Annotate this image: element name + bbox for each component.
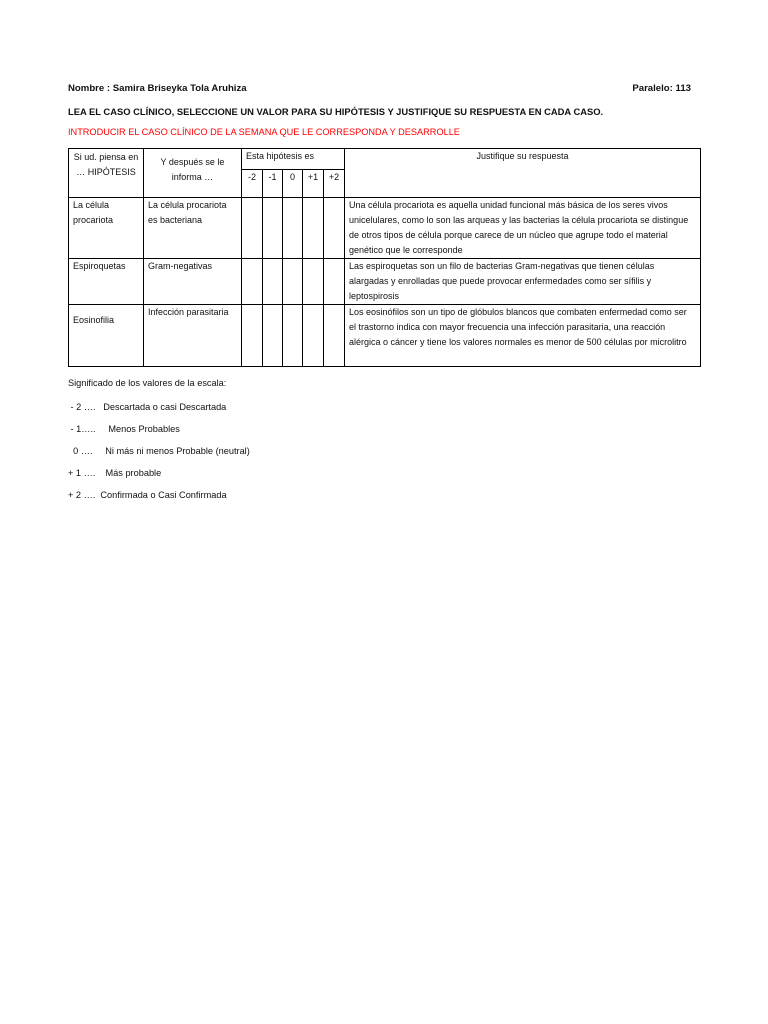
header-hipotesis: Si ud. piensa en … HIPÓTESIS [69,149,144,198]
hipotesis-cell: La célula procariota [69,198,144,259]
scale-cell-0[interactable] [283,305,303,367]
header-justifique: Justifique su respuesta [345,149,701,198]
subtitle-text: INTRODUCIR EL CASO CLÍNICO DE LA SEMANA QUE LE CORRESPONDA Y DESARROLLE [68,127,460,137]
student-name: Nombre : Samira Briseyka Tola Aruhiza [68,83,247,94]
scale-cell-0[interactable] [283,259,303,305]
justificacion-cell[interactable]: Las espiroquetas son un filo de bacterias Gram-negativas que tienen células alargadas y enrolladas que puede provocar enfermedades como ser sífilis y leptospirosis [345,259,701,305]
table-row [69,305,701,367]
scale-cell-minus-2[interactable] [242,259,263,305]
header-esta-hipotesis: Esta hipótesis es [242,149,345,170]
header-line [68,83,691,95]
scale-cell-plus-2[interactable] [324,305,345,367]
scale-header-minus-1: -1 [263,170,283,198]
scale-cell-plus-2[interactable] [324,198,345,259]
scale-cell-minus-1[interactable] [263,259,283,305]
scale-cell-plus-2[interactable] [324,259,345,305]
scale-legend-list [68,400,250,510]
scale-cell-plus-1[interactable] [303,305,324,367]
scale-cell-plus-1[interactable] [303,198,324,259]
list-item: - 1….. Menos Probables [68,424,180,434]
table-row [69,198,701,259]
informa-cell: La célula procariota es bacteriana [144,198,242,259]
scale-cell-minus-1[interactable] [263,305,283,367]
scale-cell-minus-1[interactable] [263,198,283,259]
scale-header-plus-2: +2 [324,170,345,198]
justificacion-cell[interactable]: Una célula procariota es aquella unidad funcional más básica de los seres vivos unicelulares, como lo son las arqueas y las bacterias la célula procariota se distingue de otros tipos de célula porque carece de un núcleo que agrupe todo el material genético que le corresponde [345,198,701,259]
scale-cell-minus-2[interactable] [242,198,263,259]
paralelo-label: Paralelo: 113 [632,83,691,94]
scale-header-0: 0 [283,170,303,198]
table-row [69,259,701,305]
hipotesis-cell: Eosinofilia [69,305,144,367]
scale-header-minus-2: -2 [242,170,263,198]
informa-cell: Gram-negativas [144,259,242,305]
scale-cell-minus-2[interactable] [242,305,263,367]
list-item: - 2 …. Descartada o casi Descartada [68,402,227,412]
list-item: 0 …. Ni más ni menos Probable (neutral) [68,446,250,456]
scale-cell-0[interactable] [283,198,303,259]
scale-header-plus-1: +1 [303,170,324,198]
informa-cell: Infección parasitaria [144,305,242,367]
clinical-case-table [68,148,701,367]
instruction-text: LEA EL CASO CLÍNICO, SELECCIONE UN VALOR PARA SU HIPÓTESIS Y JUSTIFIQUE SU RESPUESTA EN CADA CASO. [68,106,604,117]
hipotesis-cell: Espiroquetas [69,259,144,305]
header-informa: Y después se le informa … [144,149,242,198]
list-item: + 2 …. Confirmada o Casi Confirmada [68,490,227,500]
list-item: + 1 …. Más probable [68,468,162,478]
justificacion-cell[interactable]: Los eosinófilos son un tipo de glóbulos blancos que combaten enfermedad como ser el trastorno indica con mayor frecuencia una infección parasitaria, una reacción alérgica o cáncer y tiene los valores normales es menor de 500 células por microlitro [345,305,701,367]
scale-cell-plus-1[interactable] [303,259,324,305]
scale-title: Significado de los valores de la escala: [68,378,227,388]
